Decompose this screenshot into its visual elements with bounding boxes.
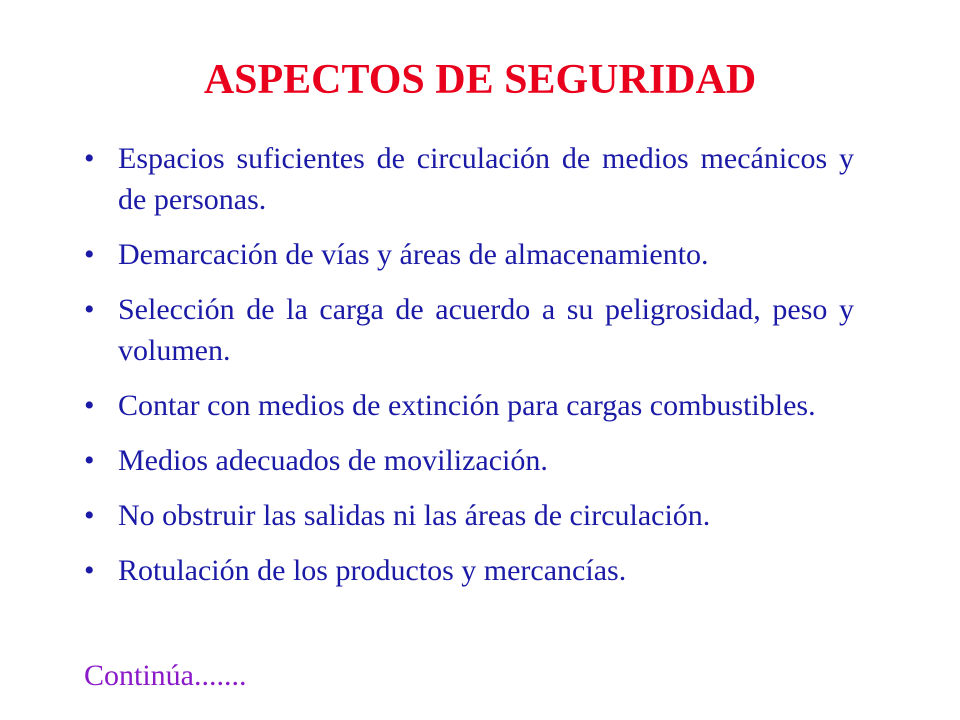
bullet-item — [84, 495, 854, 536]
bullet-item — [84, 550, 854, 591]
bullet-dot-icon: • — [84, 293, 95, 326]
bullet-text: No obstruir las salidas ni las áreas de circulación. — [118, 499, 711, 532]
slide-title: ASPECTOS DE SEGURIDAD — [203, 57, 757, 103]
bullet-item — [84, 234, 854, 275]
bullet-item — [84, 138, 854, 220]
bullet-dot-icon: • — [84, 389, 95, 422]
bullet-text: Selección de la carga de acuerdo a su peligrosidad, peso y volumen. — [118, 293, 854, 367]
bullet-dot-icon: • — [84, 444, 95, 477]
bullet-text: Espacios suficientes de circulación de medios mecánicos y de personas. — [118, 142, 854, 216]
bullet-text: Contar con medios de extinción para cargas combustibles. — [118, 389, 816, 422]
bullet-text: Rotulación de los productos y mercancías. — [118, 554, 627, 587]
bullet-dot-icon: • — [84, 554, 95, 587]
bullet-list — [84, 138, 854, 605]
bullet-item — [84, 385, 854, 426]
bullet-text: Demarcación de vías y áreas de almacenamiento. — [118, 238, 709, 271]
bullet-item — [84, 440, 854, 481]
bullet-text: Medios adecuados de movilización. — [118, 444, 548, 477]
bullet-item — [84, 289, 854, 371]
bullet-dot-icon: • — [84, 238, 95, 271]
bullet-dot-icon: • — [84, 142, 95, 175]
continue-text: Continúa....... — [84, 659, 247, 692]
bullet-dot-icon: • — [84, 499, 95, 532]
